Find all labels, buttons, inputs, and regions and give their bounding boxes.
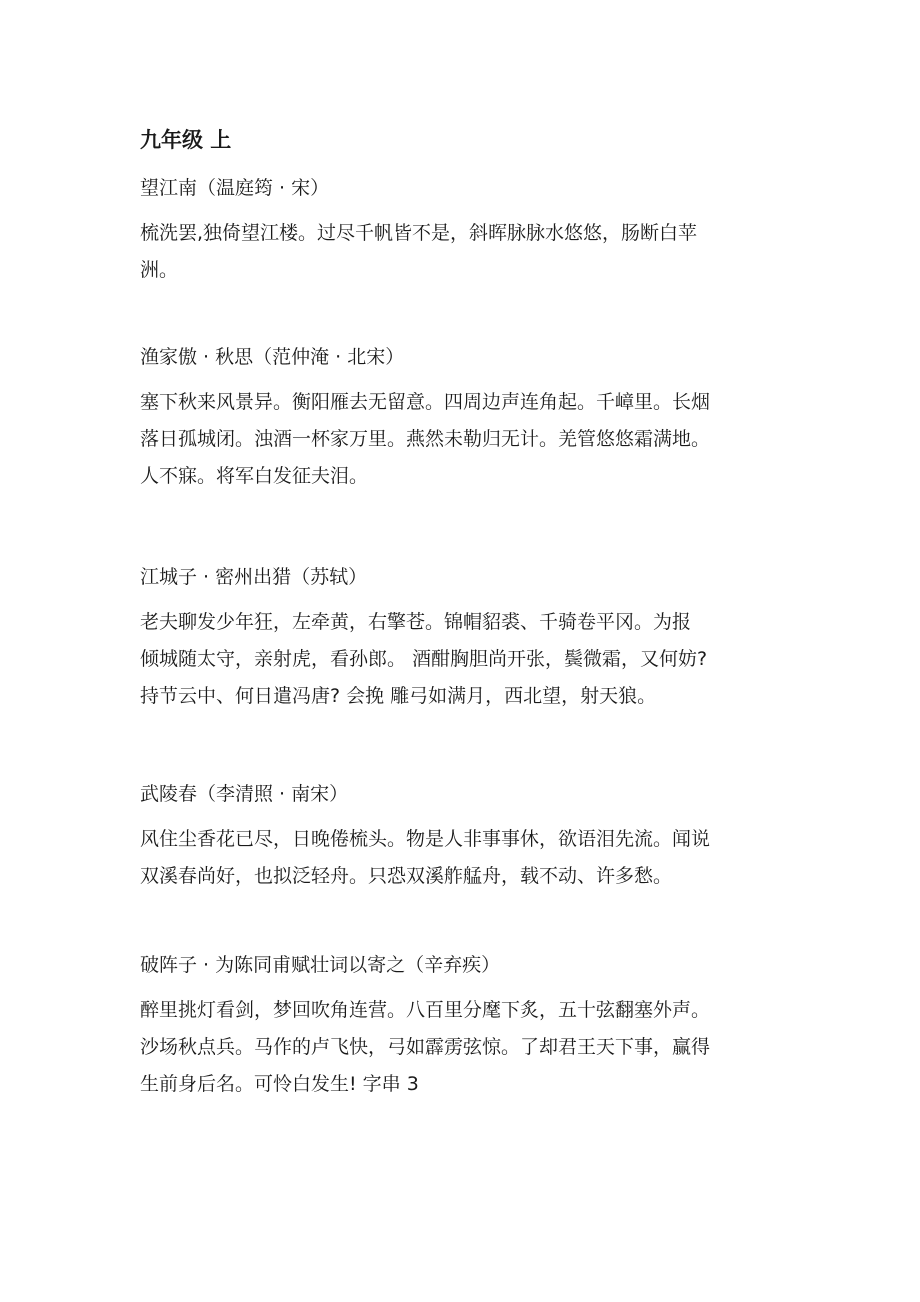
poem-line: 双溪春尚好，也拟泛轻舟。只恐双溪舴艋舟，载不动、许多愁。 [140,865,673,887]
poem-title: 渔家傲 · 秋思（范仲淹 · 北宋） [140,346,405,368]
poem-line: 人不寐。将军白发征夫泪。 [140,465,369,487]
poem-block [140,342,790,495]
poem-title: 望江南（温庭筠 · 宋） [140,177,330,199]
poem-line: 倾城随太守，亲射虎，看孙郎。 酒酣胸胆尚开张，鬓微霜，又何妨? [140,648,708,670]
poem-title: 破阵子 · 为陈同甫赋壮词以寄之（辛弃疾） [140,954,501,976]
poem-line: 持节云中、何日遣冯唐? 会挽 雕弓如满月，西北望，射天狼。 [140,685,657,707]
poem-block [140,779,790,895]
poem-block [140,562,790,715]
poem-line: 风住尘香花已尽，日晚倦梳头。物是人非事事休，欲语泪先流。闻说 [140,828,711,850]
poem-body [140,821,790,895]
poem-title: 江城子 · 密州出猎（苏轼） [140,566,368,588]
poem-line: 醉里挑灯看剑，梦回吹角连营。八百里分麾下炙，五十弦翻塞外声。 [140,999,711,1021]
poem-line: 落日孤城闭。浊酒一杯家万里。燕然未勒归无计。羌管悠悠霜满地。 [140,428,711,450]
poem-body [140,384,790,495]
poem-body [140,992,790,1103]
poem-body [140,604,790,715]
poem-line: 沙场秋点兵。马作的卢飞快，弓如霹雳弦惊。了却君王天下事，赢得 [140,1036,711,1058]
poem-body [140,215,790,289]
poem-block [140,173,790,289]
page-heading: 九年级 上 [140,128,232,152]
poem-line: 塞下秋来风景异。衡阳雁去无留意。四周边声连角起。千嶂里。长烟 [140,391,711,413]
poem-line: 老夫聊发少年狂，左牵黄，右擎苍。锦帽貂裘、千骑卷平冈。为报 [140,611,692,633]
poem-line: 洲。 [140,259,179,281]
poem-block [140,950,790,1103]
poem-line: 梳洗罢,独倚望江楼。过尽千帆皆不是，斜晖脉脉水悠悠，肠断白苹 [140,222,698,244]
poem-title: 武陵春（李清照 · 南宋） [140,783,349,805]
poem-line: 生前身后名。可怜白发生! 字串 3 [140,1073,419,1095]
